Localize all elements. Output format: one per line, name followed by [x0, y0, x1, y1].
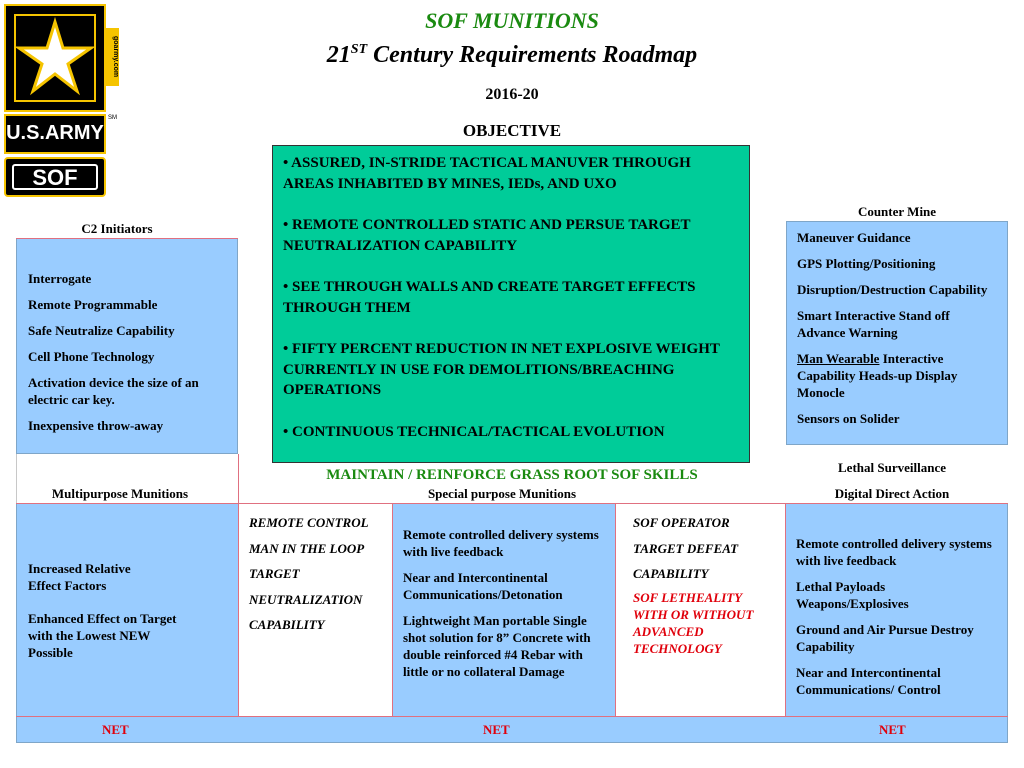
c2-heading: C2 Initiators	[81, 221, 153, 236]
net-label-middle: NET	[483, 722, 510, 737]
subtitle-rest: Century Requirements Roadmap	[367, 42, 698, 68]
counter-mine-heading: Counter Mine	[857, 204, 937, 219]
objective-label: OBJECTIVE	[462, 121, 562, 140]
counter-mine-item: Disruption/Destruction Capability	[797, 282, 988, 297]
multipurpose-item: Enhanced Effect on Target with the Lowest NEW Possible	[28, 611, 177, 660]
operator-item: CAPABILITY	[633, 566, 709, 581]
remote-item: TARGET	[249, 566, 300, 581]
c2-item: Remote Programmable	[28, 297, 158, 312]
objective-item: • CONTINUOUS TECHNICAL/TACTICAL EVOLUTION	[283, 423, 665, 440]
counter-mine-item-man-wearable	[797, 350, 997, 401]
net-row	[16, 717, 1008, 743]
objective-item: • ASSURED, IN-STRIDE TACTICAL MANUVER THROUGH AREAS INHABITED BY MINES, IEDs, AND UXO	[283, 155, 691, 192]
multipurpose-panel	[16, 504, 238, 716]
counter-mine-item: Sensors on Solider	[797, 411, 900, 426]
special-item: Near and Intercontinental Communications/Detonation	[403, 570, 563, 602]
multipurpose-heading: Multipurpose Munitions	[51, 486, 189, 501]
service-mark: SM	[108, 115, 117, 121]
lethal-item: Near and Intercontinental Communications/ Control	[796, 665, 941, 697]
c2-item: Interrogate	[28, 271, 92, 286]
remote-item: CAPABILITY	[249, 617, 325, 632]
counter-mine-item: Maneuver Guidance	[797, 230, 911, 245]
multipurpose-item: Increased Relative Effect Factors	[28, 561, 131, 593]
remote-item: REMOTE CONTROL	[249, 515, 369, 530]
c2-item: Inexpensive throw-away	[28, 418, 164, 433]
c2-item: Activation device the size of an electric car key.	[28, 375, 199, 407]
lethal-heading-2: Digital Direct Action	[834, 486, 950, 501]
sof-badge	[4, 157, 106, 197]
lethal-heading-1: Lethal Surveillance	[838, 460, 946, 475]
net-label-left: NET	[102, 722, 129, 737]
objective-item: • SEE THROUGH WALLS AND CREATE TARGET EFFECTS THROUGH THEM	[283, 279, 696, 316]
us-army-wordmark: U.S.ARMY	[4, 114, 106, 154]
lethal-item: Remote controlled delivery systems with live feedback	[796, 536, 992, 568]
special-item: Lightweight Man portable Single shot solution for 8” Concrete with double reinforced #4 Rebar with little or no collateral Damage	[403, 613, 591, 679]
operator-item: SOF OPERATOR	[633, 515, 730, 530]
remote-control-panel	[239, 504, 392, 716]
lethal-item: Lethal Payloads Weapons/Explosives	[796, 579, 909, 611]
column-divider	[238, 454, 239, 504]
objective-item: • REMOTE CONTROLLED STATIC AND PERSUE TARGET NEUTRALIZATION CAPABILITY	[283, 217, 691, 254]
left-edge-line	[16, 454, 17, 504]
objective-item: • FIFTY PERCENT REDUCTION IN NET EXPLOSIVE WEIGHT CURRENTLY IN USE FOR DEMOLITIONS/BREACHING OPERATIONS	[283, 341, 720, 398]
maintain-banner: MAINTAIN / REINFORCE GRASS ROOT SOF SKILLS	[326, 467, 698, 483]
c2-panel	[16, 239, 238, 454]
remote-item: MAN IN THE LOOP	[249, 540, 365, 556]
operator-item: TARGET DEFEAT	[633, 540, 739, 556]
subtitle-superscript: ST	[350, 42, 368, 57]
sof-badge-text: SOF	[12, 164, 98, 190]
year-range: 2016-20	[485, 86, 539, 103]
counter-mine-panel	[786, 221, 1008, 445]
special-middle-panel	[393, 504, 615, 716]
counter-mine-item: Smart Interactive Stand off Advance Warning	[797, 308, 950, 340]
counter-mine-item: GPS Plotting/Positioning	[797, 256, 936, 271]
operator-panel	[616, 504, 786, 716]
man-wearable-rest: Interactive Capability Heads-up Display Monocle	[797, 351, 958, 400]
page-title: SOF MUNITIONS	[425, 8, 599, 33]
goarmy-tag: goarmy.com	[105, 28, 119, 86]
special-item: Remote controlled delivery systems with live feedback	[403, 527, 599, 559]
subtitle-prefix: 21	[326, 42, 351, 68]
lethal-panel	[786, 504, 1008, 716]
c2-item: Cell Phone Technology	[28, 349, 155, 364]
special-heading: Special purpose Munitions	[427, 486, 577, 501]
operator-red-item: SOF LETHEALITY WITH OR WITHOUT ADVANCED TECHNOLOGY	[633, 589, 754, 656]
page-subtitle	[0, 42, 1024, 69]
net-label-right: NET	[879, 722, 906, 737]
remote-item: NEUTRALIZATION	[249, 591, 363, 607]
objective-box	[272, 145, 750, 463]
man-wearable-underlined: Man Wearable	[797, 351, 880, 366]
lethal-item: Ground and Air Pursue Destroy Capability	[796, 622, 974, 654]
c2-item: Safe Neutralize Capability	[28, 323, 175, 338]
